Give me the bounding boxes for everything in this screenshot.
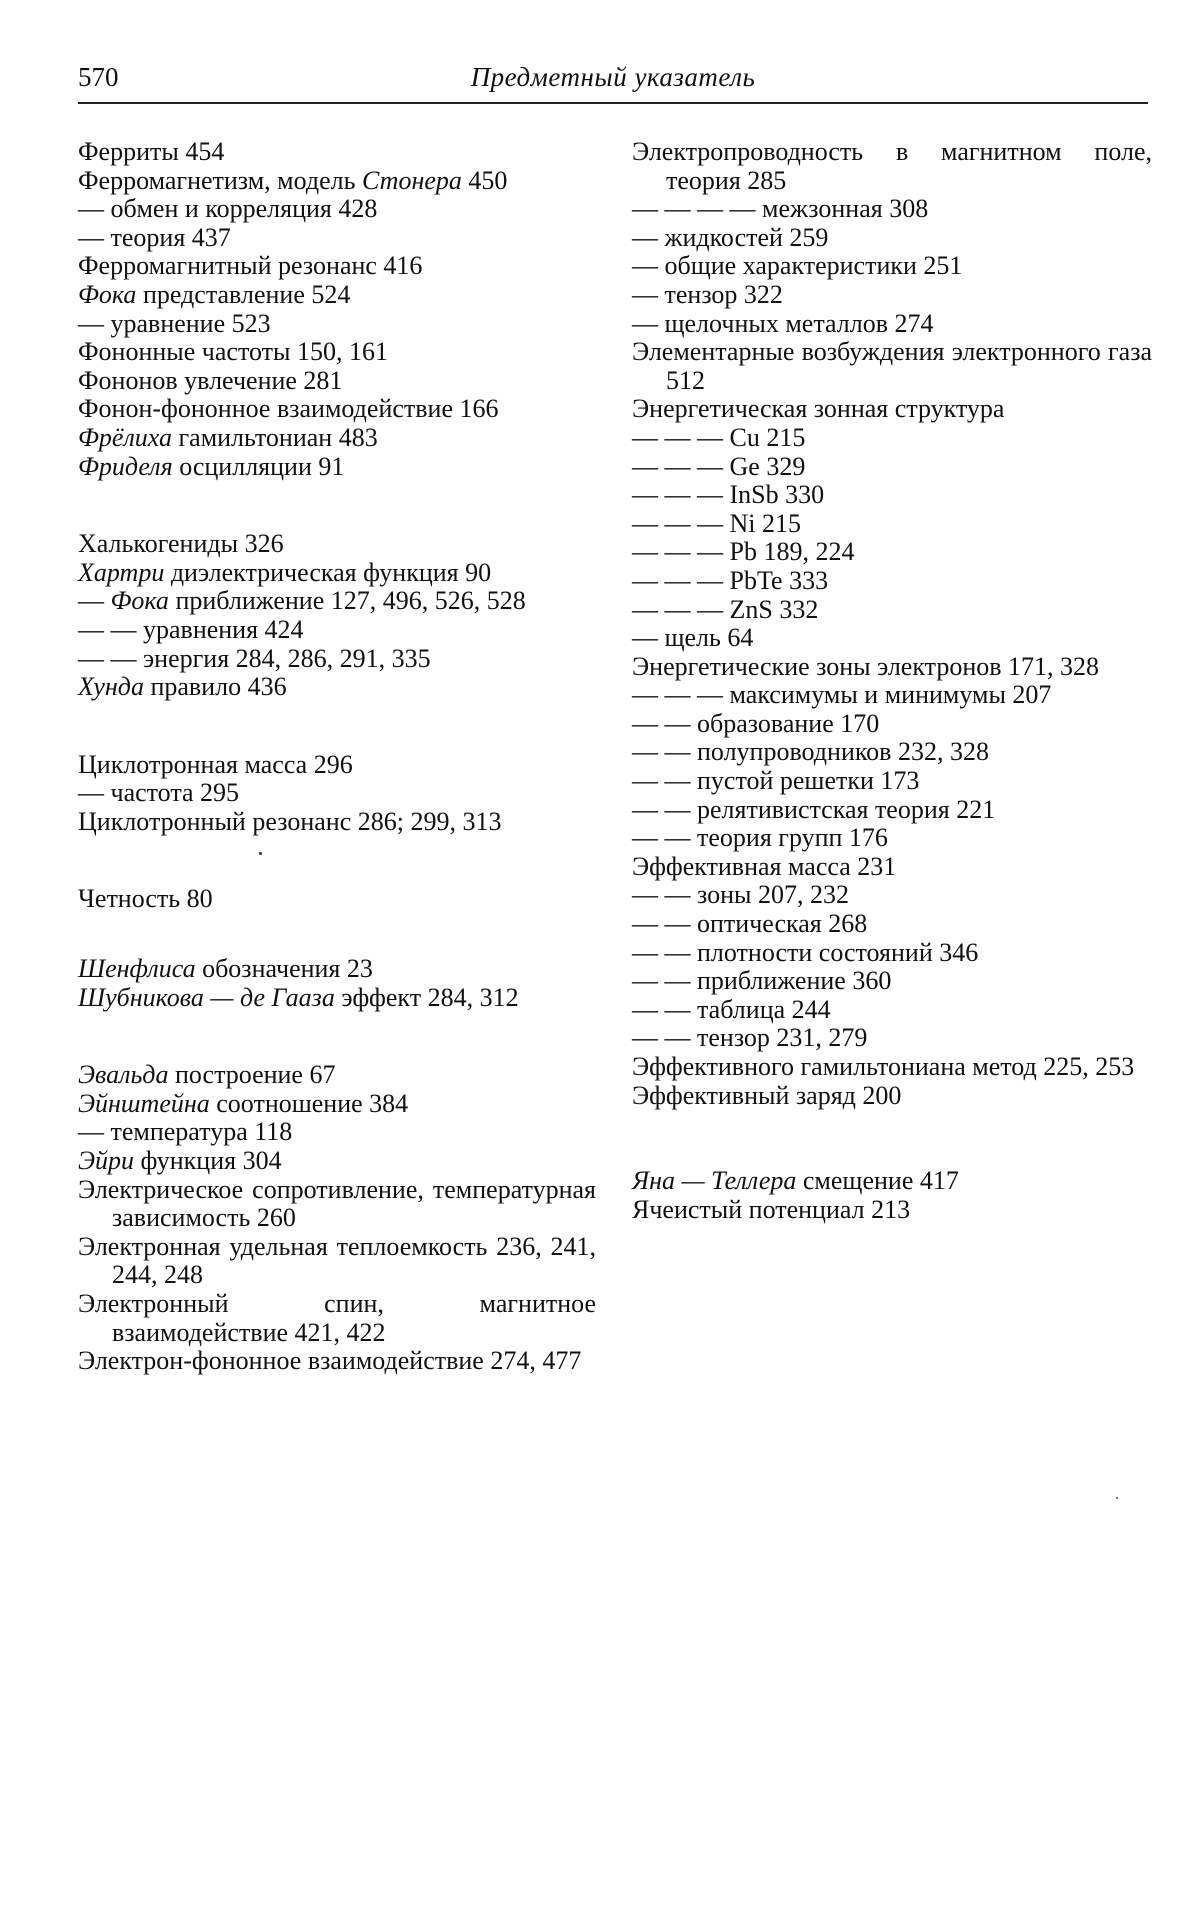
- index-entry: [632, 939, 1152, 968]
- entry-proper-name: Хунда: [78, 672, 144, 701]
- index-entry: [632, 796, 1152, 825]
- entry-text: Энергетические зоны электронов 171, 328: [632, 652, 1099, 681]
- index-entry: [78, 252, 596, 281]
- entry-text: Циклотронная масса 296: [78, 750, 353, 779]
- index-entry: [632, 424, 1152, 453]
- entry-proper-name: Фока: [78, 280, 136, 309]
- index-entry: [78, 138, 596, 167]
- entry-text: — — — Cu 215: [632, 423, 805, 452]
- index-entry: [78, 224, 596, 253]
- entry-text: — щелочных металлов 274: [632, 309, 934, 338]
- entry-text: Фононов увлечение 281: [78, 366, 342, 395]
- entry-text: Ячеистый потенциал 213: [632, 1195, 910, 1224]
- entry-text: — — — PbTe 333: [632, 566, 828, 595]
- index-entry: [78, 587, 596, 616]
- index-entry: [78, 1061, 596, 1090]
- index-entry: [632, 338, 1152, 395]
- index-entry: [78, 530, 596, 559]
- index-entry: [632, 395, 1152, 424]
- page-number: 570: [78, 62, 119, 93]
- index-entry: [632, 824, 1152, 853]
- entry-proper-name: Эйнштейна: [78, 1089, 210, 1118]
- entry-text: — щель 64: [632, 623, 753, 652]
- index-entry: [78, 395, 596, 424]
- index-entry: [632, 738, 1152, 767]
- index-entry: [78, 424, 596, 453]
- entry-text: Электрическое сопротивление, температурная зависимость 260: [78, 1175, 596, 1233]
- index-entry: [78, 885, 596, 914]
- index-entry: [632, 481, 1152, 510]
- index-entry: [632, 1167, 1152, 1196]
- entry-text: — уравнение 523: [78, 309, 271, 338]
- entry-text: Электронная удельная теплоемкость 236, 241, 244, 248: [78, 1232, 596, 1290]
- entry-text: — обмен и корреляция 428: [78, 194, 377, 223]
- index-entry: [632, 195, 1152, 224]
- index-entry: [78, 559, 596, 588]
- entry-proper-name: Эвальда: [78, 1060, 168, 1089]
- index-entry: [632, 224, 1152, 253]
- entry-text: Электронный спин, магнитное взаимодействие 421, 422: [78, 1289, 596, 1347]
- index-entry: [632, 281, 1152, 310]
- index-entry: [78, 367, 596, 396]
- index-entry: [632, 767, 1152, 796]
- page-header: [78, 62, 1148, 102]
- entry-text: — — — максимумы и минимумы 207: [632, 680, 1051, 709]
- entry-text: Ферриты 454: [78, 137, 224, 166]
- entry-proper-name: Фока: [111, 586, 169, 615]
- index-entry: [78, 453, 596, 482]
- entry-proper-name: Яна — Теллера: [632, 1166, 796, 1195]
- index-entry: [78, 1290, 596, 1347]
- entry-text: — — — InSb 330: [632, 480, 824, 509]
- entry-text: — — — Pb 189, 224: [632, 537, 854, 566]
- entry-text: — — полупроводников 232, 328: [632, 737, 989, 766]
- entry-text: — — плотности состояний 346: [632, 938, 978, 967]
- entry-text: представление 524: [136, 280, 350, 309]
- entry-text: построение 67: [168, 1060, 335, 1089]
- index-entry: [632, 624, 1152, 653]
- entry-text: — тензор 322: [632, 280, 783, 309]
- index-entry: [78, 616, 596, 645]
- index-entry: [632, 710, 1152, 739]
- entry-text: Эффективного гамильтониана метод 225, 253: [632, 1052, 1134, 1081]
- entry-text: Халькогениды 326: [78, 529, 284, 558]
- entry-proper-name: Эйри: [78, 1146, 134, 1175]
- entry-text: — — зоны 207, 232: [632, 880, 849, 909]
- index-entry: [632, 881, 1152, 910]
- entry-text: Электропроводность в магнитном поле, теория 285: [632, 137, 1152, 195]
- index-entry: [78, 955, 596, 984]
- index-entry: [632, 653, 1152, 682]
- entry-text: Ферромагнетизм, модель: [78, 166, 362, 195]
- entry-text: — — — ZnS 332: [632, 595, 818, 624]
- index-entry: [632, 310, 1152, 339]
- entry-text: — температура 118: [78, 1117, 292, 1146]
- entry-text: осцилляции 91: [173, 452, 345, 481]
- entry-text: — — — — межзонная 308: [632, 194, 928, 223]
- index-column-left: [78, 138, 596, 1376]
- entry-text: Энергетическая зонная структура: [632, 394, 1004, 423]
- entry-text: — — таблица 244: [632, 995, 831, 1024]
- entry-text: обозначения 23: [196, 954, 373, 983]
- index-entry: [78, 808, 596, 837]
- index-entry: [78, 281, 596, 310]
- entry-text: — — тензор 231, 279: [632, 1023, 867, 1052]
- entry-text: эффект 284, 312: [335, 983, 519, 1012]
- entry-text: диэлектрическая функция 90: [164, 558, 491, 587]
- entry-text: — теория 437: [78, 223, 231, 252]
- index-entry: [78, 1233, 596, 1290]
- index-entry: [632, 252, 1152, 281]
- entry-text: Ферромагнитный резонанс 416: [78, 251, 422, 280]
- entry-proper-name: Фриделя: [78, 452, 173, 481]
- index-column-right: [632, 138, 1152, 1224]
- index-entry: [632, 996, 1152, 1025]
- index-entry: [632, 967, 1152, 996]
- index-entry: [632, 596, 1152, 625]
- entry-text: гамильтониан 483: [172, 423, 378, 452]
- entry-text: приближение 127, 496, 526, 528: [169, 586, 526, 615]
- entry-text: — — приближение 360: [632, 966, 891, 995]
- index-entry: [632, 1196, 1152, 1225]
- entry-text: смещение 417: [796, 1166, 958, 1195]
- index-entry: [78, 1347, 596, 1376]
- entry-text: Четность 80: [78, 884, 213, 913]
- entry-text: Циклотронный резонанс 286; 299, 313: [78, 807, 501, 836]
- entry-proper-name: Шенфлиса: [78, 954, 196, 983]
- index-entry: [632, 1053, 1152, 1082]
- entry-proper-name: Фрёлиха: [78, 423, 172, 452]
- index-entry: [632, 510, 1152, 539]
- index-entry: [78, 1090, 596, 1119]
- header-rule: [78, 102, 1148, 104]
- index-entry: [632, 538, 1152, 567]
- index-entry: [632, 1024, 1152, 1053]
- index-entry: [632, 853, 1152, 882]
- entry-proper-name: Хартри: [78, 558, 164, 587]
- entry-text: — — уравнения 424: [78, 615, 304, 644]
- index-entry: [632, 453, 1152, 482]
- entry-text: Фононные частоты 150, 161: [78, 337, 388, 366]
- entry-text: правило 436: [144, 672, 287, 701]
- entry-text: Элементарные возбуждения электронного газа 512: [632, 337, 1152, 395]
- index-entry: [632, 138, 1152, 195]
- entry-text: — — образование 170: [632, 709, 879, 738]
- entry-text: — — — Ge 329: [632, 452, 805, 481]
- print-speck: [1116, 1497, 1118, 1499]
- index-entry: [78, 645, 596, 674]
- entry-text: — — релятивистская теория 221: [632, 795, 995, 824]
- entry-text: —: [78, 586, 111, 615]
- index-entry: [632, 1082, 1152, 1111]
- index-entry: [78, 338, 596, 367]
- index-entry: [78, 984, 596, 1013]
- entry-text: — частота 295: [78, 778, 239, 807]
- print-speck: [259, 852, 262, 855]
- entry-proper-name: Шубникова — де Гааза: [78, 983, 335, 1012]
- index-entry: [78, 1118, 596, 1147]
- entry-text: Фонон-фононное взаимодействие 166: [78, 394, 499, 423]
- entry-text: функция 304: [134, 1146, 282, 1175]
- index-entry: [78, 195, 596, 224]
- index-entry: [78, 751, 596, 780]
- entry-text: Эффективный заряд 200: [632, 1081, 901, 1110]
- index-entry: [632, 567, 1152, 596]
- index-entry: [78, 310, 596, 339]
- index-entry: [78, 1176, 596, 1233]
- entry-proper-name: Стонера: [362, 166, 462, 195]
- index-entry: [78, 167, 596, 196]
- index-entry: [78, 1147, 596, 1176]
- entry-text: — — — Ni 215: [632, 509, 801, 538]
- entry-text: 450: [462, 166, 508, 195]
- entry-text: — — энергия 284, 286, 291, 335: [78, 644, 431, 673]
- entry-text: — общие характеристики 251: [632, 251, 962, 280]
- entry-text: — — оптическая 268: [632, 909, 867, 938]
- entry-text: — — теория групп 176: [632, 823, 888, 852]
- entry-text: Электрон-фононное взаимодействие 274, 477: [78, 1346, 581, 1375]
- index-entry: [632, 910, 1152, 939]
- index-entry: [632, 681, 1152, 710]
- entry-text: — — пустой решетки 173: [632, 766, 919, 795]
- entry-text: Эффективная масса 231: [632, 852, 896, 881]
- index-entry: [78, 779, 596, 808]
- running-title: Предметный указатель: [78, 62, 1148, 93]
- index-entry: [78, 673, 596, 702]
- entry-text: соотношение 384: [210, 1089, 408, 1118]
- entry-text: — жидкостей 259: [632, 223, 828, 252]
